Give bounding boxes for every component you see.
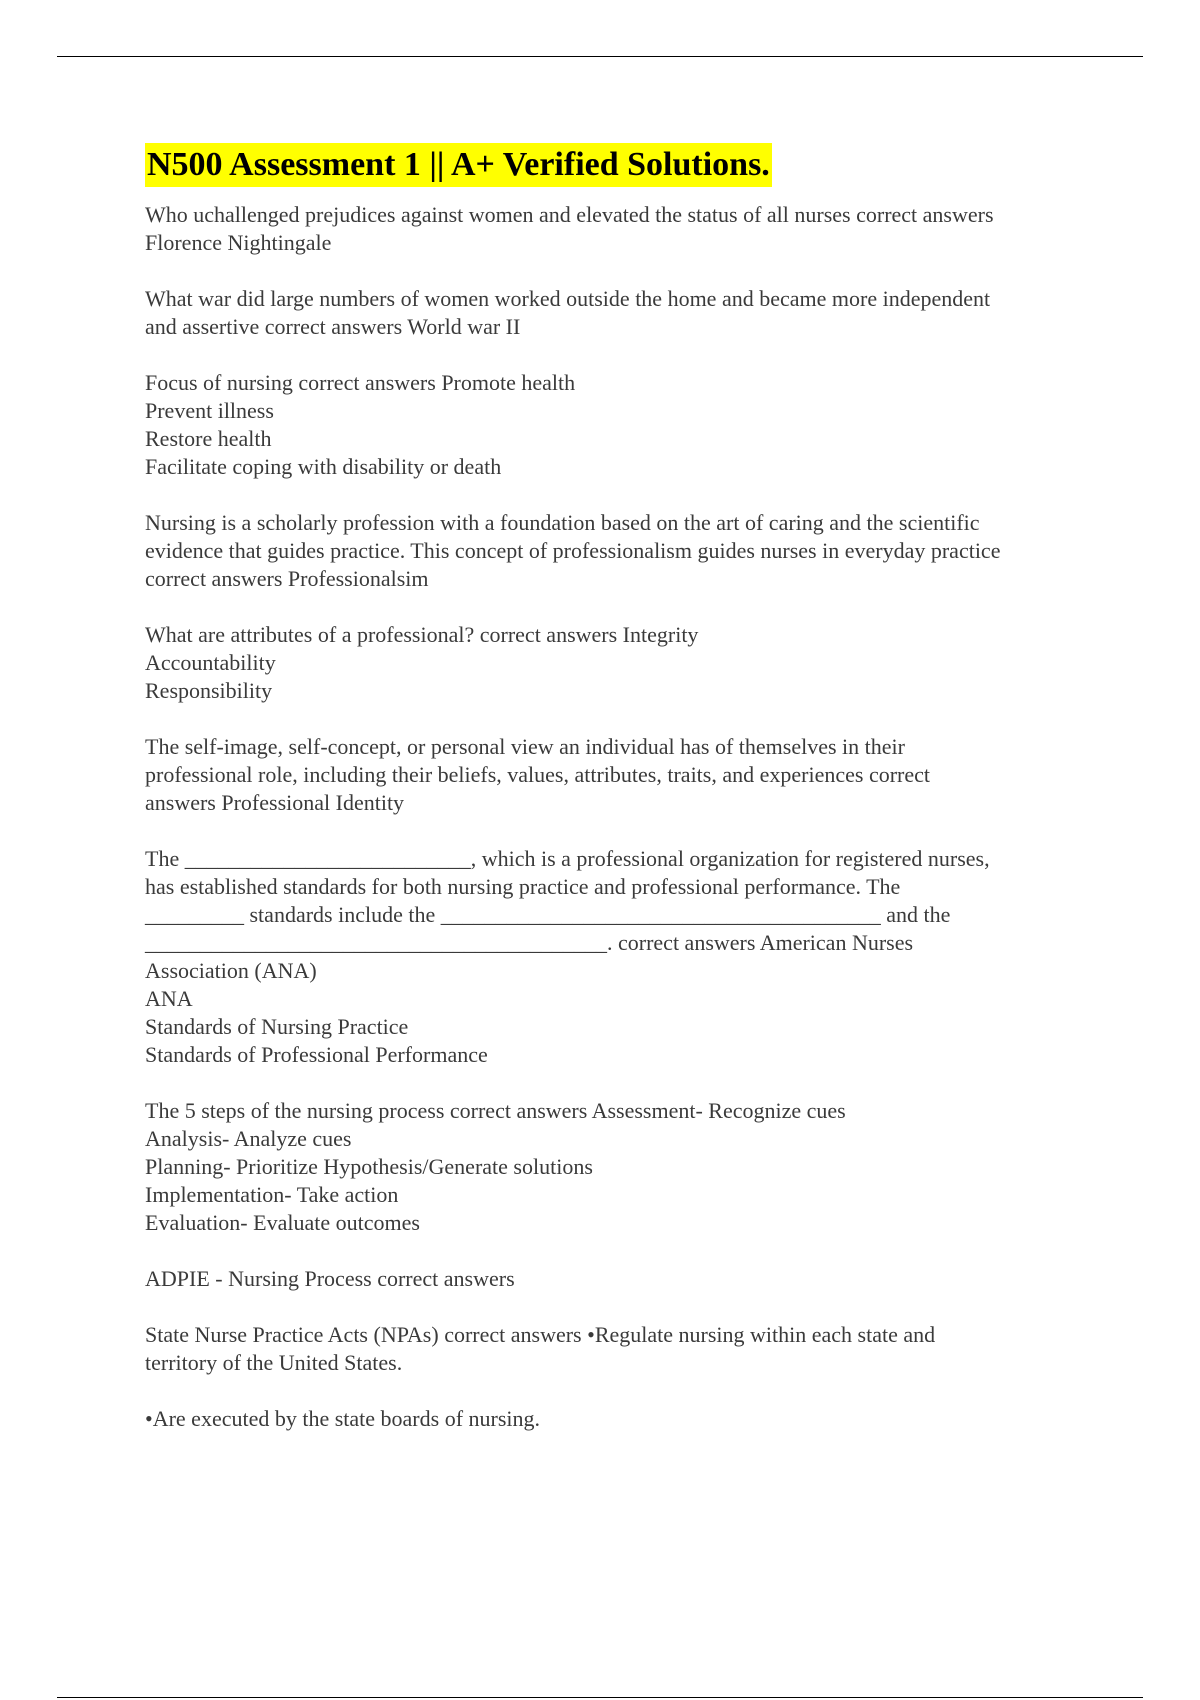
qa-block: [145, 845, 1095, 1069]
qa-block: [145, 509, 1095, 593]
qa-block: [145, 369, 1095, 481]
text-line: The self-image, self-concept, or personal view an individual has of themselves in their: [145, 734, 905, 759]
text-line: The __________________________, which is a professional organization for registered nurses,: [145, 846, 990, 871]
text-line: What are attributes of a professional? correct answers Integrity: [145, 622, 699, 647]
text-line: Planning- Prioritize Hypothesis/Generate solutions: [145, 1154, 593, 1179]
text-line: territory of the United States.: [145, 1350, 403, 1375]
text-line: Focus of nursing correct answers Promote health: [145, 370, 576, 395]
text-line: _________ standards include the ________________________________________ and the: [145, 902, 951, 927]
text-line: ADPIE - Nursing Process correct answers: [145, 1266, 515, 1291]
qa-list: [145, 201, 1095, 1433]
text-line: Analysis- Analyze cues: [145, 1126, 352, 1151]
bottom-rule: [57, 1697, 1143, 1698]
top-rule: [57, 56, 1143, 57]
text-line: __________________________________________. correct answers American Nurses: [145, 930, 914, 955]
text-line: Restore health: [145, 426, 272, 451]
qa-block: [145, 733, 1095, 817]
text-line: evidence that guides practice. This concept of professionalism guides nurses in everyday practice: [145, 538, 1001, 563]
text-line: correct answers Professionalsim: [145, 566, 429, 591]
text-line: Association (ANA): [145, 958, 317, 983]
text-line: •Are executed by the state boards of nursing.: [145, 1406, 541, 1431]
text-line: Nursing is a scholarly profession with a foundation based on the art of caring and the scientific: [145, 510, 980, 535]
text-line: and assertive correct answers World war II: [145, 314, 521, 339]
text-line: Florence Nightingale: [145, 230, 332, 255]
text-line: Standards of Nursing Practice: [145, 1014, 409, 1039]
text-line: Prevent illness: [145, 398, 274, 423]
text-line: Evaluation- Evaluate outcomes: [145, 1210, 420, 1235]
qa-block: [145, 285, 1095, 341]
qa-block: [145, 621, 1095, 705]
text-line: professional role, including their beliefs, values, attributes, traits, and experiences correct: [145, 762, 930, 787]
text-line: Standards of Professional Performance: [145, 1042, 488, 1067]
text-line: Who uchallenged prejudices against women and elevated the status of all nurses correct answers: [145, 202, 994, 227]
text-line: ANA: [145, 986, 193, 1011]
qa-block: [145, 201, 1095, 257]
qa-block: [145, 1265, 1095, 1293]
text-line: The 5 steps of the nursing process correct answers Assessment- Recognize cues: [145, 1098, 846, 1123]
qa-block: [145, 1321, 1095, 1377]
text-line: Facilitate coping with disability or death: [145, 454, 502, 479]
qa-block: [145, 1405, 1095, 1433]
text-line: What war did large numbers of women worked outside the home and became more independent: [145, 286, 991, 311]
text-line: Responsibility: [145, 678, 273, 703]
text-line: Accountability: [145, 650, 276, 675]
document-body: [145, 143, 1095, 1461]
text-line: answers Professional Identity: [145, 790, 405, 815]
text-line: has established standards for both nursing practice and professional performance. The: [145, 874, 901, 899]
document-title: N500 Assessment 1 || A+ Verified Solutions.: [145, 143, 772, 187]
text-line: State Nurse Practice Acts (NPAs) correct answers •Regulate nursing within each state and: [145, 1322, 936, 1347]
text-line: Implementation- Take action: [145, 1182, 399, 1207]
qa-block: [145, 1097, 1095, 1237]
